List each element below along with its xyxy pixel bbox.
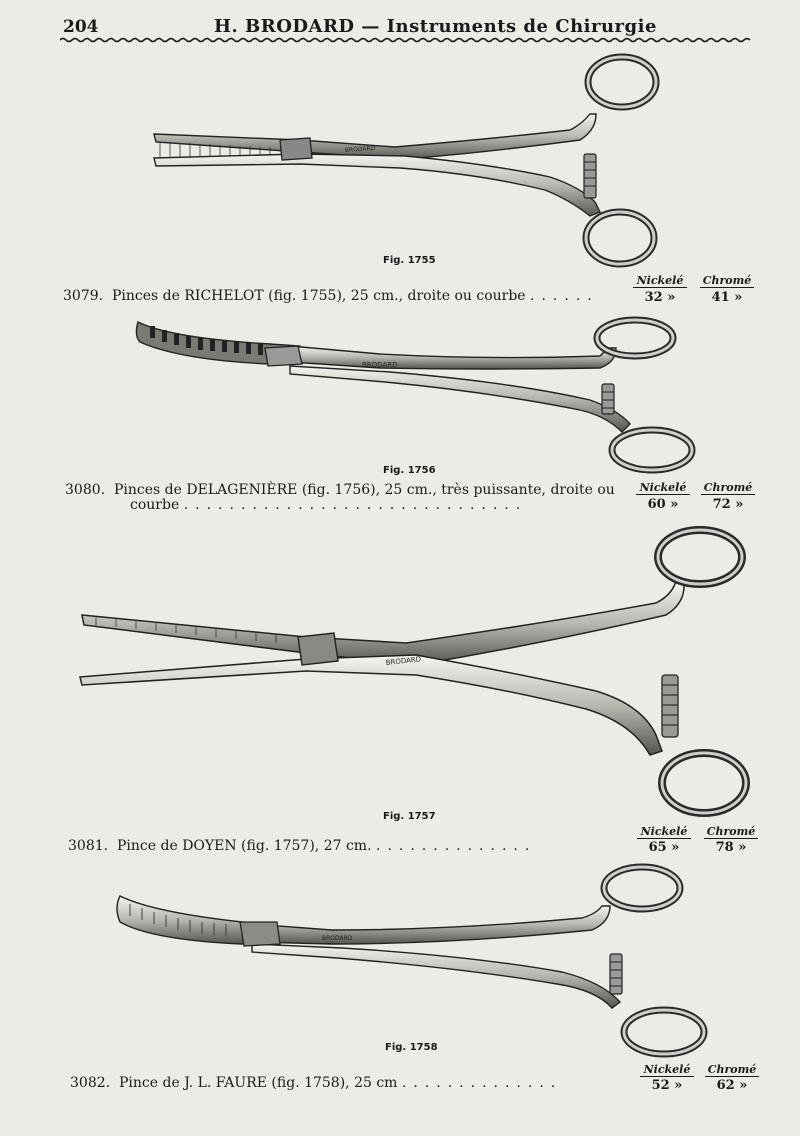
brand-name: H. BRODARD — [214, 16, 355, 37]
price-nickel: 32 » — [644, 290, 676, 305]
price-header-chrome: Chromé — [700, 274, 754, 288]
price-header-nickel: Nickelé — [637, 825, 691, 839]
catalog-entry-3082 — [70, 1075, 562, 1091]
price-nickel: 60 » — [647, 497, 679, 512]
price-header-chrome: Chromé — [704, 825, 758, 839]
figure-label: Fig. 1757 — [383, 811, 436, 822]
price-chrome: 78 » — [715, 840, 747, 855]
catalog-entry-3080-line2 — [130, 497, 527, 513]
forceps-illustration-delageniere — [130, 312, 700, 480]
title-separator: — — [361, 16, 380, 37]
price-chrome: 62 » — [716, 1078, 748, 1093]
catalog-entry-3079 — [63, 288, 599, 304]
dot-leader: .............. — [401, 1075, 563, 1091]
price-chrome: 41 » — [711, 290, 743, 305]
price-header-chrome: Chromé — [701, 481, 755, 495]
figure-label: Fig. 1758 — [385, 1042, 438, 1053]
price-nickel: 65 » — [648, 840, 680, 855]
dot-leader: ...... — [530, 288, 599, 304]
engraving-brodard: BRODARD — [362, 361, 398, 369]
forceps-illustration-faure — [112, 860, 712, 1060]
figure-label: Fig. 1756 — [383, 465, 436, 476]
item-description: Pinces de RICHELOT (fig. 1755), 25 cm., droite ou courbe — [112, 288, 526, 304]
price-nickel: 52 » — [651, 1078, 683, 1093]
forceps-illustration-doyen — [76, 525, 756, 825]
figure-label: Fig. 1755 — [383, 255, 436, 266]
page-subtitle: Instruments de Chirurgie — [386, 16, 657, 37]
price-header-nickel: Nickelé — [633, 274, 687, 288]
price-chrome: 72 » — [712, 497, 744, 512]
engraving-brodard: BRODARD — [385, 655, 422, 667]
page-title — [214, 16, 657, 37]
item-number: 3080. — [65, 482, 106, 498]
forceps-illustration-richelot — [150, 52, 670, 272]
item-number: 3081. — [68, 838, 109, 854]
item-number: 3079. — [63, 288, 104, 304]
price-header-nickel: Nickelé — [640, 1063, 694, 1077]
engraving-brodard: BRODARD — [344, 144, 376, 154]
dot-leader: .............................. — [183, 497, 528, 513]
item-description-cont: courbe — [130, 497, 180, 513]
item-description: Pinces de DELAGENIÈRE (fig. 1756), 25 cm., très puissante, droite ou — [114, 482, 615, 498]
item-number: 3082. — [70, 1075, 111, 1091]
catalog-entry-3081 — [68, 838, 536, 854]
header-wavy-rule — [60, 36, 754, 44]
price-header-chrome: Chromé — [705, 1063, 759, 1077]
item-description: Pince de J. L. FAURE (fig. 1758), 25 cm — [119, 1075, 398, 1091]
price-header-nickel: Nickelé — [636, 481, 690, 495]
catalog-entry-3080 — [65, 482, 615, 498]
item-description: Pince de DOYEN (fig. 1757), 27 cm. — [117, 838, 372, 854]
engraving-brodard: BRODARD — [322, 935, 353, 942]
dot-leader: .............. — [376, 838, 537, 854]
page-number: 204 — [63, 17, 99, 37]
